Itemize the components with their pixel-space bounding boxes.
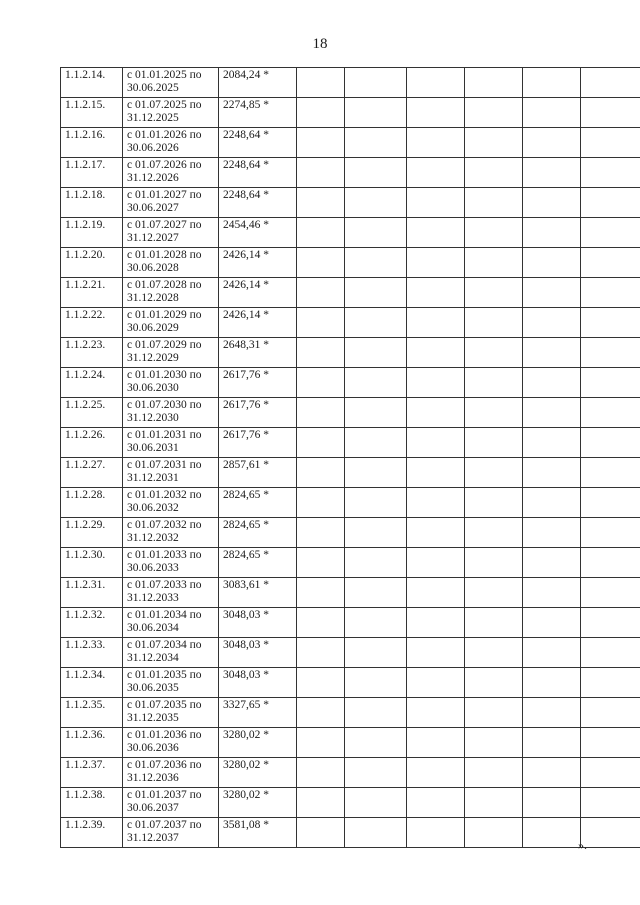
empty-cell <box>345 98 407 128</box>
empty-cell <box>297 518 345 548</box>
empty-cell <box>297 338 345 368</box>
table-row <box>61 188 640 218</box>
empty-cell <box>297 698 345 728</box>
empty-cell <box>581 548 640 578</box>
empty-cell <box>345 458 407 488</box>
empty-cell <box>465 158 523 188</box>
empty-cell <box>465 518 523 548</box>
empty-cell <box>407 638 465 668</box>
row-period: с 01.07.2032 по 31.12.2032 <box>123 518 219 548</box>
empty-cell <box>523 698 581 728</box>
row-code: 1.1.2.36. <box>61 728 123 758</box>
empty-cell <box>465 398 523 428</box>
row-period: с 01.07.2027 по 31.12.2027 <box>123 218 219 248</box>
row-value: 2648,31 * <box>219 338 297 368</box>
empty-cell <box>465 548 523 578</box>
empty-cell <box>581 668 640 698</box>
empty-cell <box>407 578 465 608</box>
empty-cell <box>297 308 345 338</box>
row-code: 1.1.2.28. <box>61 488 123 518</box>
row-value: 2426,14 * <box>219 278 297 308</box>
empty-cell <box>465 488 523 518</box>
row-value: 2248,64 * <box>219 188 297 218</box>
row-value: 3280,02 * <box>219 728 297 758</box>
empty-cell <box>523 488 581 518</box>
empty-cell <box>465 668 523 698</box>
empty-cell <box>465 188 523 218</box>
row-period: с 01.01.2034 по 30.06.2034 <box>123 608 219 638</box>
row-value: 2426,14 * <box>219 308 297 338</box>
empty-cell <box>581 608 640 638</box>
empty-cell <box>297 68 345 98</box>
table-row <box>61 788 640 818</box>
row-code: 1.1.2.19. <box>61 218 123 248</box>
empty-cell <box>407 608 465 638</box>
row-period: с 01.07.2033 по 31.12.2033 <box>123 578 219 608</box>
empty-cell <box>523 278 581 308</box>
empty-cell <box>345 638 407 668</box>
empty-cell <box>581 758 640 788</box>
empty-cell <box>465 458 523 488</box>
empty-cell <box>523 188 581 218</box>
row-code: 1.1.2.14. <box>61 68 123 98</box>
row-code: 1.1.2.23. <box>61 338 123 368</box>
empty-cell <box>345 818 407 848</box>
row-value: 3048,03 * <box>219 668 297 698</box>
empty-cell <box>345 308 407 338</box>
row-value: 3048,03 * <box>219 608 297 638</box>
empty-cell <box>523 308 581 338</box>
row-period: с 01.01.2027 по 30.06.2027 <box>123 188 219 218</box>
row-code: 1.1.2.15. <box>61 98 123 128</box>
empty-cell <box>581 278 640 308</box>
empty-cell <box>465 338 523 368</box>
empty-cell <box>345 368 407 398</box>
table-row <box>61 158 640 188</box>
empty-cell <box>345 518 407 548</box>
empty-cell <box>523 518 581 548</box>
empty-cell <box>407 788 465 818</box>
empty-cell <box>345 578 407 608</box>
empty-cell <box>581 698 640 728</box>
row-value: 2824,65 * <box>219 488 297 518</box>
empty-cell <box>581 338 640 368</box>
empty-cell <box>581 158 640 188</box>
row-code: 1.1.2.38. <box>61 788 123 818</box>
row-period: с 01.01.2028 по 30.06.2028 <box>123 248 219 278</box>
empty-cell <box>581 788 640 818</box>
empty-cell <box>523 638 581 668</box>
row-value: 3083,61 * <box>219 578 297 608</box>
row-code: 1.1.2.25. <box>61 398 123 428</box>
row-period: с 01.07.2031 по 31.12.2031 <box>123 458 219 488</box>
row-code: 1.1.2.16. <box>61 128 123 158</box>
table-row <box>61 488 640 518</box>
empty-cell <box>523 668 581 698</box>
empty-cell <box>297 668 345 698</box>
row-period: с 01.07.2035 по 31.12.2035 <box>123 698 219 728</box>
empty-cell <box>407 188 465 218</box>
row-period: с 01.01.2036 по 30.06.2036 <box>123 728 219 758</box>
tariff-table <box>60 67 640 848</box>
empty-cell <box>297 728 345 758</box>
empty-cell <box>297 278 345 308</box>
empty-cell <box>297 638 345 668</box>
empty-cell <box>297 818 345 848</box>
row-code: 1.1.2.39. <box>61 818 123 848</box>
table-row <box>61 758 640 788</box>
empty-cell <box>465 728 523 758</box>
empty-cell <box>297 548 345 578</box>
row-period: с 01.07.2036 по 31.12.2036 <box>123 758 219 788</box>
empty-cell <box>407 668 465 698</box>
empty-cell <box>523 158 581 188</box>
row-code: 1.1.2.24. <box>61 368 123 398</box>
empty-cell <box>297 218 345 248</box>
row-period: с 01.01.2037 по 30.06.2037 <box>123 788 219 818</box>
table-body <box>61 68 640 848</box>
empty-cell <box>523 248 581 278</box>
row-code: 1.1.2.27. <box>61 458 123 488</box>
row-value: 2454,46 * <box>219 218 297 248</box>
row-period: с 01.01.2031 по 30.06.2031 <box>123 428 219 458</box>
empty-cell <box>297 428 345 458</box>
table-row <box>61 218 640 248</box>
row-code: 1.1.2.29. <box>61 518 123 548</box>
row-value: 2857,61 * <box>219 458 297 488</box>
empty-cell <box>345 728 407 758</box>
row-value: 2248,64 * <box>219 158 297 188</box>
row-code: 1.1.2.26. <box>61 428 123 458</box>
empty-cell <box>581 308 640 338</box>
empty-cell <box>465 218 523 248</box>
empty-cell <box>465 428 523 458</box>
empty-cell <box>523 218 581 248</box>
empty-cell <box>345 188 407 218</box>
table-row <box>61 728 640 758</box>
empty-cell <box>523 398 581 428</box>
empty-cell <box>465 128 523 158</box>
table-row <box>61 518 640 548</box>
empty-cell <box>581 98 640 128</box>
empty-cell <box>297 158 345 188</box>
row-value: 2824,65 * <box>219 548 297 578</box>
empty-cell <box>581 398 640 428</box>
table-row <box>61 278 640 308</box>
row-period: с 01.01.2035 по 30.06.2035 <box>123 668 219 698</box>
empty-cell <box>523 98 581 128</box>
row-period: с 01.07.2034 по 31.12.2034 <box>123 638 219 668</box>
row-period: с 01.07.2030 по 31.12.2030 <box>123 398 219 428</box>
empty-cell <box>523 128 581 158</box>
empty-cell <box>407 698 465 728</box>
empty-cell <box>407 68 465 98</box>
empty-cell <box>345 338 407 368</box>
empty-cell <box>465 608 523 638</box>
empty-cell <box>581 638 640 668</box>
row-period: с 01.01.2026 по 30.06.2026 <box>123 128 219 158</box>
empty-cell <box>297 488 345 518</box>
empty-cell <box>523 608 581 638</box>
row-code: 1.1.2.34. <box>61 668 123 698</box>
empty-cell <box>345 248 407 278</box>
empty-cell <box>345 758 407 788</box>
row-period: с 01.01.2025 по 30.06.2025 <box>123 68 219 98</box>
empty-cell <box>523 758 581 788</box>
empty-cell <box>407 548 465 578</box>
empty-cell <box>581 578 640 608</box>
empty-cell <box>581 368 640 398</box>
row-value: 2084,24 * <box>219 68 297 98</box>
empty-cell <box>297 578 345 608</box>
table-row <box>61 308 640 338</box>
empty-cell <box>581 248 640 278</box>
empty-cell <box>465 758 523 788</box>
page-number: 18 <box>312 36 328 52</box>
empty-cell <box>523 368 581 398</box>
empty-cell <box>523 428 581 458</box>
empty-cell <box>345 68 407 98</box>
table-row <box>61 818 640 848</box>
table-row <box>61 368 640 398</box>
row-code: 1.1.2.32. <box>61 608 123 638</box>
empty-cell <box>465 278 523 308</box>
row-period: с 01.07.2029 по 31.12.2029 <box>123 338 219 368</box>
table-row <box>61 68 640 98</box>
empty-cell <box>523 788 581 818</box>
empty-cell <box>407 278 465 308</box>
row-value: 3280,02 * <box>219 758 297 788</box>
empty-cell <box>407 488 465 518</box>
table-row <box>61 98 640 128</box>
empty-cell <box>297 368 345 398</box>
row-code: 1.1.2.18. <box>61 188 123 218</box>
empty-cell <box>345 398 407 428</box>
row-value: 2248,64 * <box>219 128 297 158</box>
empty-cell <box>407 128 465 158</box>
empty-cell <box>465 308 523 338</box>
empty-cell <box>581 458 640 488</box>
row-value: 3581,08 * <box>219 818 297 848</box>
empty-cell <box>345 548 407 578</box>
empty-cell <box>345 428 407 458</box>
empty-cell <box>407 368 465 398</box>
row-value: 2824,65 * <box>219 518 297 548</box>
empty-cell <box>345 218 407 248</box>
empty-cell <box>407 158 465 188</box>
empty-cell <box>297 608 345 638</box>
row-code: 1.1.2.33. <box>61 638 123 668</box>
row-value: 2274,85 * <box>219 98 297 128</box>
empty-cell <box>465 248 523 278</box>
empty-cell <box>297 788 345 818</box>
row-code: 1.1.2.37. <box>61 758 123 788</box>
table-row <box>61 578 640 608</box>
empty-cell <box>345 128 407 158</box>
empty-cell <box>407 308 465 338</box>
row-period: с 01.07.2026 по 31.12.2026 <box>123 158 219 188</box>
empty-cell <box>465 818 523 848</box>
empty-cell <box>407 398 465 428</box>
empty-cell <box>581 188 640 218</box>
empty-cell <box>407 338 465 368</box>
empty-cell <box>297 758 345 788</box>
row-period: с 01.07.2028 по 31.12.2028 <box>123 278 219 308</box>
empty-cell <box>297 98 345 128</box>
row-code: 1.1.2.22. <box>61 308 123 338</box>
row-code: 1.1.2.17. <box>61 158 123 188</box>
row-code: 1.1.2.30. <box>61 548 123 578</box>
empty-cell <box>523 728 581 758</box>
empty-cell <box>407 818 465 848</box>
row-value: 2617,76 * <box>219 398 297 428</box>
empty-cell <box>345 488 407 518</box>
table-row <box>61 668 640 698</box>
row-value: 3327,65 * <box>219 698 297 728</box>
row-period: с 01.01.2030 по 30.06.2030 <box>123 368 219 398</box>
empty-cell <box>581 818 640 848</box>
row-value: 3048,03 * <box>219 638 297 668</box>
row-period: с 01.07.2037 по 31.12.2037 <box>123 818 219 848</box>
empty-cell <box>523 338 581 368</box>
row-code: 1.1.2.20. <box>61 248 123 278</box>
empty-cell <box>523 458 581 488</box>
empty-cell <box>407 518 465 548</box>
row-period: с 01.01.2032 по 30.06.2032 <box>123 488 219 518</box>
row-code: 1.1.2.31. <box>61 578 123 608</box>
empty-cell <box>407 728 465 758</box>
empty-cell <box>465 98 523 128</box>
empty-cell <box>581 428 640 458</box>
row-period: с 01.01.2033 по 30.06.2033 <box>123 548 219 578</box>
empty-cell <box>345 788 407 818</box>
empty-cell <box>465 638 523 668</box>
table-row <box>61 248 640 278</box>
row-value: 2617,76 * <box>219 368 297 398</box>
empty-cell <box>465 788 523 818</box>
empty-cell <box>581 68 640 98</box>
empty-cell <box>407 428 465 458</box>
row-code: 1.1.2.35. <box>61 698 123 728</box>
empty-cell <box>345 698 407 728</box>
table-row <box>61 338 640 368</box>
empty-cell <box>581 488 640 518</box>
empty-cell <box>345 158 407 188</box>
empty-cell <box>407 98 465 128</box>
table-row <box>61 698 640 728</box>
table-row <box>61 548 640 578</box>
row-value: 2426,14 * <box>219 248 297 278</box>
row-value: 3280,02 * <box>219 788 297 818</box>
empty-cell <box>297 458 345 488</box>
row-value: 2617,76 * <box>219 428 297 458</box>
empty-cell <box>297 248 345 278</box>
empty-cell <box>581 518 640 548</box>
empty-cell <box>581 218 640 248</box>
table-row <box>61 458 640 488</box>
table-row <box>61 128 640 158</box>
closing-quote: ». <box>578 838 587 852</box>
empty-cell <box>297 128 345 158</box>
empty-cell <box>581 128 640 158</box>
empty-cell <box>297 398 345 428</box>
row-period: с 01.01.2029 по 30.06.2029 <box>123 308 219 338</box>
empty-cell <box>345 668 407 698</box>
empty-cell <box>523 578 581 608</box>
table-row <box>61 608 640 638</box>
empty-cell <box>581 728 640 758</box>
empty-cell <box>345 278 407 308</box>
empty-cell <box>465 698 523 728</box>
row-period: с 01.07.2025 по 31.12.2025 <box>123 98 219 128</box>
empty-cell <box>407 218 465 248</box>
empty-cell <box>297 188 345 218</box>
empty-cell <box>523 548 581 578</box>
table-row <box>61 638 640 668</box>
table-row <box>61 428 640 458</box>
empty-cell <box>407 248 465 278</box>
empty-cell <box>465 368 523 398</box>
empty-cell <box>465 68 523 98</box>
empty-cell <box>407 758 465 788</box>
table-row <box>61 398 640 428</box>
empty-cell <box>345 608 407 638</box>
empty-cell <box>523 68 581 98</box>
row-code: 1.1.2.21. <box>61 278 123 308</box>
empty-cell <box>523 818 581 848</box>
empty-cell <box>465 578 523 608</box>
empty-cell <box>407 458 465 488</box>
